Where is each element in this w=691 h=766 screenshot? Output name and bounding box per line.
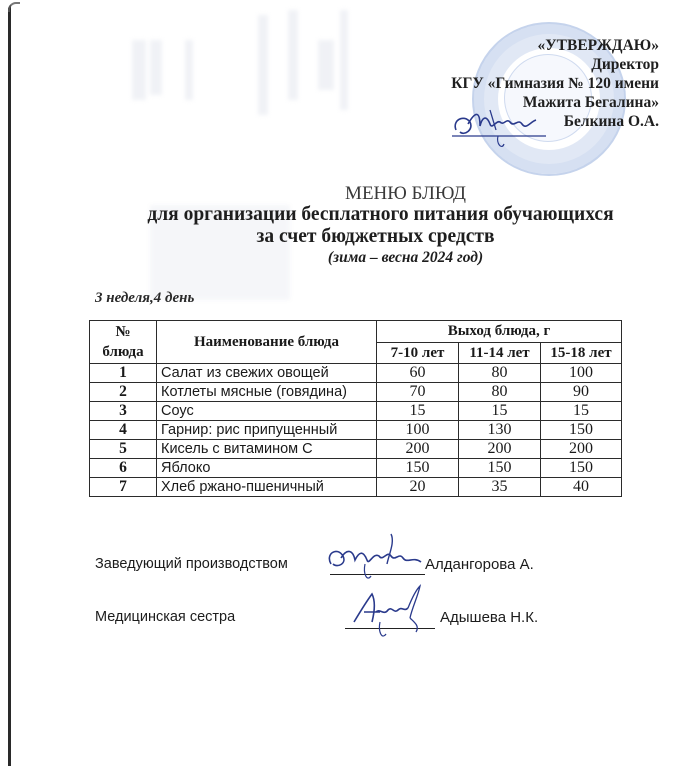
bleed-through-mark <box>132 40 146 100</box>
dish-number: 3 <box>90 402 157 421</box>
bleed-through-mark <box>318 40 334 90</box>
portion-7-10: 15 <box>377 402 459 421</box>
signoff-role: Заведующий производством <box>95 556 288 572</box>
portion-11-14: 80 <box>459 364 541 383</box>
signoff-name: Алдангорова А. <box>425 556 534 573</box>
portion-7-10: 60 <box>377 364 459 383</box>
portion-15-18: 90 <box>541 383 622 402</box>
portion-15-18: 40 <box>541 478 622 497</box>
nurse-signature <box>350 582 430 644</box>
title-line-4: (зима – весна 2024 год) <box>327 249 484 266</box>
approval-heading: «УТВЕРЖДАЮ» <box>537 37 659 54</box>
dish-name: Кисель с витамином С <box>157 440 377 459</box>
portion-15-18: 15 <box>541 402 622 421</box>
bleed-through-mark <box>150 40 162 95</box>
dish-number: 2 <box>90 383 157 402</box>
header-dish-name: Наименование блюда <box>157 321 377 364</box>
portion-11-14: 150 <box>459 459 541 478</box>
table-row <box>90 478 622 497</box>
title-line-2: для организации бесплатного питания обучающихся <box>147 204 614 225</box>
portion-15-18: 150 <box>541 459 622 478</box>
header-output: Выход блюда, г <box>377 321 622 343</box>
dish-number: 6 <box>90 459 157 478</box>
portion-11-14: 15 <box>459 402 541 421</box>
table-row <box>90 440 622 459</box>
dish-number: 7 <box>90 478 157 497</box>
header-age-7-10: 7-10 лет <box>377 342 459 364</box>
approval-org-line1: КГУ «Гимназия № 120 имени <box>451 75 659 92</box>
page-corner <box>8 2 20 12</box>
dish-number: 4 <box>90 421 157 440</box>
approval-position: Директор <box>591 56 659 73</box>
title-line-3: за счет бюджетных средств <box>256 226 495 247</box>
table-row <box>90 421 622 440</box>
dish-name: Яблоко <box>157 459 377 478</box>
table-row <box>90 383 622 402</box>
week-day-label: 3 неделя,4 день <box>95 290 195 306</box>
bleed-through-mark <box>288 10 298 100</box>
signature-underline <box>330 574 425 575</box>
bleed-through-mark <box>258 15 268 115</box>
header-age-11-14: 11-14 лет <box>459 342 541 364</box>
bleed-through-mark <box>185 40 193 100</box>
approval-org-line2: Мажита Бегалина» <box>522 94 659 111</box>
portion-7-10: 200 <box>377 440 459 459</box>
portion-7-10: 20 <box>377 478 459 497</box>
approval-block <box>451 36 659 131</box>
title-line-1: МЕНЮ БЛЮД <box>345 183 466 204</box>
portion-11-14: 35 <box>459 478 541 497</box>
portion-15-18: 100 <box>541 364 622 383</box>
dish-name: Соус <box>157 402 377 421</box>
dish-name: Салат из свежих овощей <box>157 364 377 383</box>
document-title <box>0 183 691 268</box>
portion-7-10: 150 <box>377 459 459 478</box>
bleed-through-mark <box>340 10 348 110</box>
production-manager-signature <box>325 530 435 585</box>
portion-11-14: 130 <box>459 421 541 440</box>
portion-7-10: 70 <box>377 383 459 402</box>
portion-15-18: 150 <box>541 421 622 440</box>
table-row <box>90 459 622 478</box>
portion-15-18: 200 <box>541 440 622 459</box>
approval-signatory: Белкина О.А. <box>563 113 659 130</box>
table-header-row <box>90 321 622 343</box>
table-row <box>90 364 622 383</box>
dish-number: 5 <box>90 440 157 459</box>
signature-underline <box>345 628 435 629</box>
portion-11-14: 200 <box>459 440 541 459</box>
dish-name: Котлеты мясные (говядина) <box>157 383 377 402</box>
signoff-name: Адышева Н.К. <box>440 609 539 626</box>
menu-table <box>89 320 622 497</box>
table-row <box>90 402 622 421</box>
header-age-15-18: 15-18 лет <box>541 342 622 364</box>
dish-name: Хлеб ржано-пшеничный <box>157 478 377 497</box>
header-dish-number: № блюда <box>90 321 157 364</box>
signoff-role: Медицинская сестра <box>95 609 236 625</box>
page-edge-shadow <box>8 6 11 766</box>
portion-11-14: 80 <box>459 383 541 402</box>
portion-7-10: 100 <box>377 421 459 440</box>
dish-name: Гарнир: рис припущенный <box>157 421 377 440</box>
dish-number: 1 <box>90 364 157 383</box>
